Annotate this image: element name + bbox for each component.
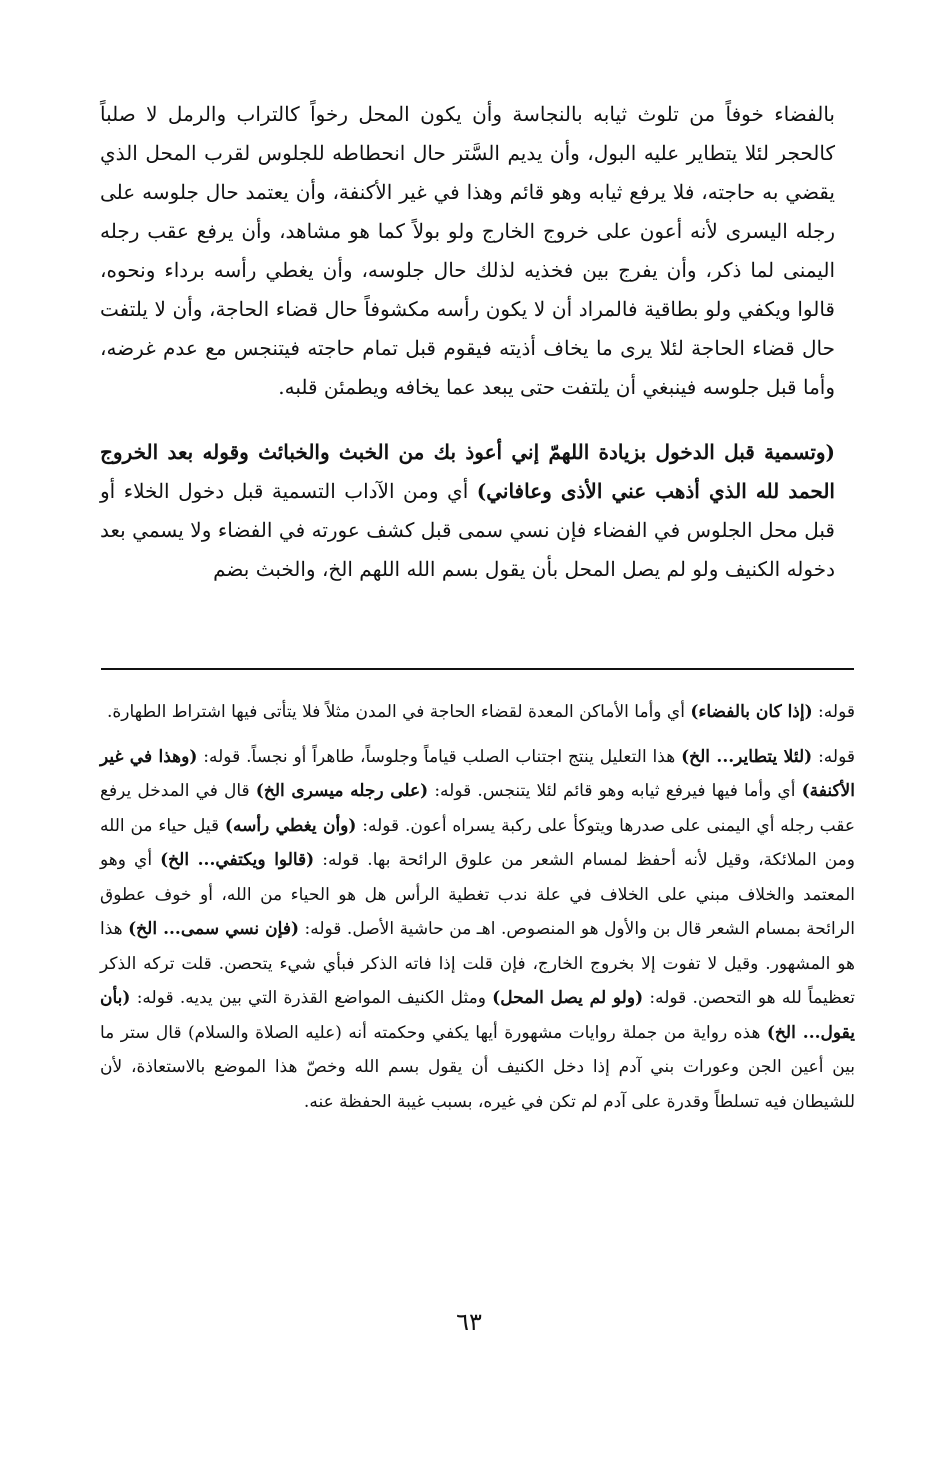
main-paragraph-2 xyxy=(100,433,835,589)
main-text xyxy=(100,95,835,589)
footnote-1: قوله: (إذا كان بالفضاء) أي وأما الأماكن المعدة لقضاء الحاجة في المدن مثلاً فلا يتأتى فيها اشتراط الطهارة. xyxy=(106,702,855,722)
footnotes xyxy=(100,695,855,1119)
footnote-divider xyxy=(101,668,854,670)
main-paragraph-1: بالفضاء خوفاً من تلوث ثيابه بالنجاسة وأن يكون المحل رخواً كالتراب والرمل لا صلباً كالحجر لئلا يتطاير عليه البول، وأن يديم السَّتر حال انحطاطه للجلوس لقرب المحل الذي يقضي به حاجته، فلا يرفع ثيابه وهو قائم وهذا في غير الأكنفة، وأن يعتمد حال جلوسه على رجله اليسرى لأنه أعون على خروج الخارج ولو بولاً كما هو مشاهد، وأن يرفع عقب رجله اليمنى لما ذكر، وأن يفرج بين فخذيه لذلك حال جلوسه، وأن يغطي رأسه برداء ونحوه، قالوا ويكفي ولو بطاقية فالمراد أن لا يكون رأسه مكشوفاً حال قضاء الحاجة، وأن لا يلتفت حال قضاء الحاجة لئلا يرى ما يخاف أذيته فيقوم قبل تمام حاجته فيتنجس مع عدم غرضه، وأما قبل جلوسه فينبغي أن يلتفت حتى يبعد عما يخافه ويطمئن قلبه. xyxy=(100,102,835,399)
footnote-2: قوله: (لئلا يتطاير... الخ) هذا التعليل ينتج اجتناب الصلب قياماً وجلوساً، طاهراً أو نجساً. قوله: (وهذا في غير الأكنفة) أي وأما فيها فيرفع ثيابه وهو قائم لئلا يتنجس. قوله: (على رجله ميسرى الخ) قال في المدخل يرفع عقب رجله أي اليمنى على صدرها ويتوكأ على ركبة يسراه أعون. قوله: (وأن يغطي رأسه) قيل حياء من الله ومن الملائكة، وقيل لأنه أحفظ لمسام الشعر من علوق الرائحة بها. قوله: (قالوا ويكتفي... الخ) أي وهو المعتمد والخلاف مبني على الخلاف في علة ندب تغطية الرأس هل هو الحياء من الله، أو خوف عطوق الرائحة بمسام الشعر قال بن والأول هو المنصوص. اهـ من حاشية الأصل. قوله: (فإن نسي سمى... الخ) هذا هو المشهور. وقيل لا تفوت إلا بخروج الخارج، فإن قلت إذا فاته الذكر فبأي شيء يتحصن. قلت تركه الذكر تعظيماً لله هو التحصن. قوله: (ولو لم يصل المحل) ومثل الكنيف المواضع القذرة التي بين يديه. قوله: (بأن يقول... الخ) هذه رواية من جملة روايات مشهورة أيها يكفي وحكمته أنه (عليه الصلاة والسلام) قال ستر ما بين أعين الجن وعورات بني آدم إذا دخل الكنيف أن يقول بسم الله وخصّ هذا الموضع بالاستعاذة، لأن للشيطان فيه تسلطاً وقدرة على آدم لم تكن في غيره، بسبب غيبة الحفظة عنه. xyxy=(100,746,856,1112)
bold-quote: (وتسمية قبل الدخول بزيادة اللهمّ إني أعوذ بك من الخبث والخبائث وقوله بعد الخروج الحمد لله الذي أذهب عني الأذى وعافاني) xyxy=(100,440,835,503)
page-number: ٦٣ xyxy=(456,1308,482,1336)
commentary-text: أي ومن الآداب التسمية قبل دخول الخلاء أو قبل محل الجلوس في الفضاء فإن نسي سمى قبل كشف عورته في الفضاء ولا يسمي بعد دخوله الكنيف ولو لم يصل المحل بأن يقول بسم الله اللهم الخ، والخبث بضم xyxy=(100,479,835,581)
